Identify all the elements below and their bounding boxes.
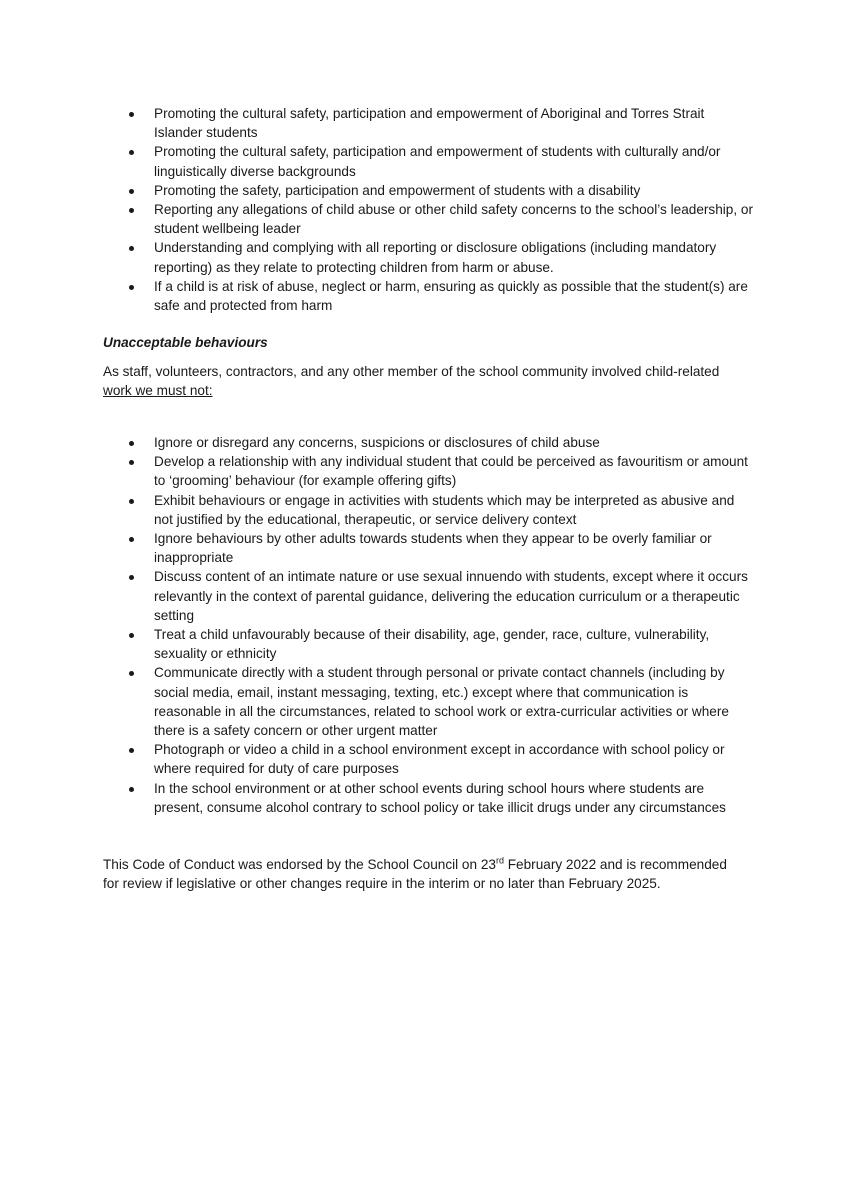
- list-item: Reporting any allegations of child abuse or other child safety concerns to the school’s leadership, or student wellbeing leader: [154, 200, 754, 238]
- bullet-icon: [129, 285, 134, 290]
- bullet-icon: [129, 537, 134, 542]
- list-item: Exhibit behaviours or engage in activities with students which may be interpreted as abusive and not justified by the educational, therapeutic, or service delivery context: [154, 491, 754, 529]
- list-item: Communicate directly with a student through personal or private contact channels (including by social media, email, instant messaging, texting, etc.) except where that communication is reasonable in all the circumstances, related to school work or extra-curricular activities or where there is a safety concern or other urgent matter: [154, 663, 754, 740]
- list-item: Promoting the cultural safety, participation and empowerment of students with culturally and/or linguistically diverse backgrounds: [154, 142, 754, 180]
- list-item: Develop a relationship with any individual student that could be perceived as favouritism or amount to ‘grooming’ behaviour (for example offering gifts): [154, 452, 754, 490]
- list-item: Photograph or video a child in a school environment except in accordance with school policy or where required for duty of care purposes: [154, 740, 754, 778]
- list-item: Discuss content of an intimate nature or use sexual innuendo with students, except where it occurs relevantly in the context of parental guidance, delivering the education curriculum or a therapeutic setting: [154, 567, 754, 625]
- list-item: Promoting the safety, participation and empowerment of students with a disability: [154, 181, 754, 200]
- unacceptable-behaviours-list: [154, 433, 754, 817]
- intro-text: As staff, volunteers, contractors, and any other member of the school community involved child-related: [103, 364, 720, 379]
- bullet-icon: [129, 189, 134, 194]
- intro-underlined-text: work we must not:: [103, 383, 213, 399]
- bullet-icon: [129, 441, 134, 446]
- bullet-icon: [129, 112, 134, 117]
- list-item: Understanding and complying with all reporting or disclosure obligations (including mandatory reporting) as they relate to protecting children from harm or abuse.: [154, 238, 754, 276]
- list-item: Ignore behaviours by other adults towards students when they appear to be overly familiar or inappropriate: [154, 529, 754, 567]
- list-item: Promoting the cultural safety, participation and empowerment of Aboriginal and Torres Strait Islander students: [154, 104, 754, 142]
- list-item: In the school environment or at other school events during school hours where students are present, consume alcohol contrary to school policy or take illicit drugs under any circumstances: [154, 779, 754, 817]
- bullet-icon: [129, 208, 134, 213]
- bullet-icon: [129, 460, 134, 465]
- bullet-icon: [129, 633, 134, 638]
- bullet-icon: [129, 150, 134, 155]
- obligations-list: [154, 104, 754, 315]
- list-item: Treat a child unfavourably because of their disability, age, gender, race, culture, vulnerability, sexuality or ethnicity: [154, 625, 754, 663]
- bullet-icon: [129, 787, 134, 792]
- list-item: Ignore or disregard any concerns, suspicions or disclosures of child abuse: [154, 433, 754, 452]
- intro-paragraph: [103, 362, 743, 400]
- bullet-icon: [129, 748, 134, 753]
- bullet-icon: [129, 575, 134, 580]
- section-heading: Unacceptable behaviours: [103, 335, 268, 350]
- ordinal-suffix: rd: [495, 855, 504, 866]
- bullet-icon: [129, 499, 134, 504]
- list-item: If a child is at risk of abuse, neglect or harm, ensuring as quickly as possible that the student(s) are safe and protected from harm: [154, 277, 754, 315]
- endorsement-paragraph: This Code of Conduct was endorsed by the School Council on 23rd February 2022 and is recommended for review if legislative or other changes require in the interim or no later than February 2025.: [103, 855, 727, 892]
- bullet-icon: [129, 246, 134, 251]
- bullet-icon: [129, 671, 134, 676]
